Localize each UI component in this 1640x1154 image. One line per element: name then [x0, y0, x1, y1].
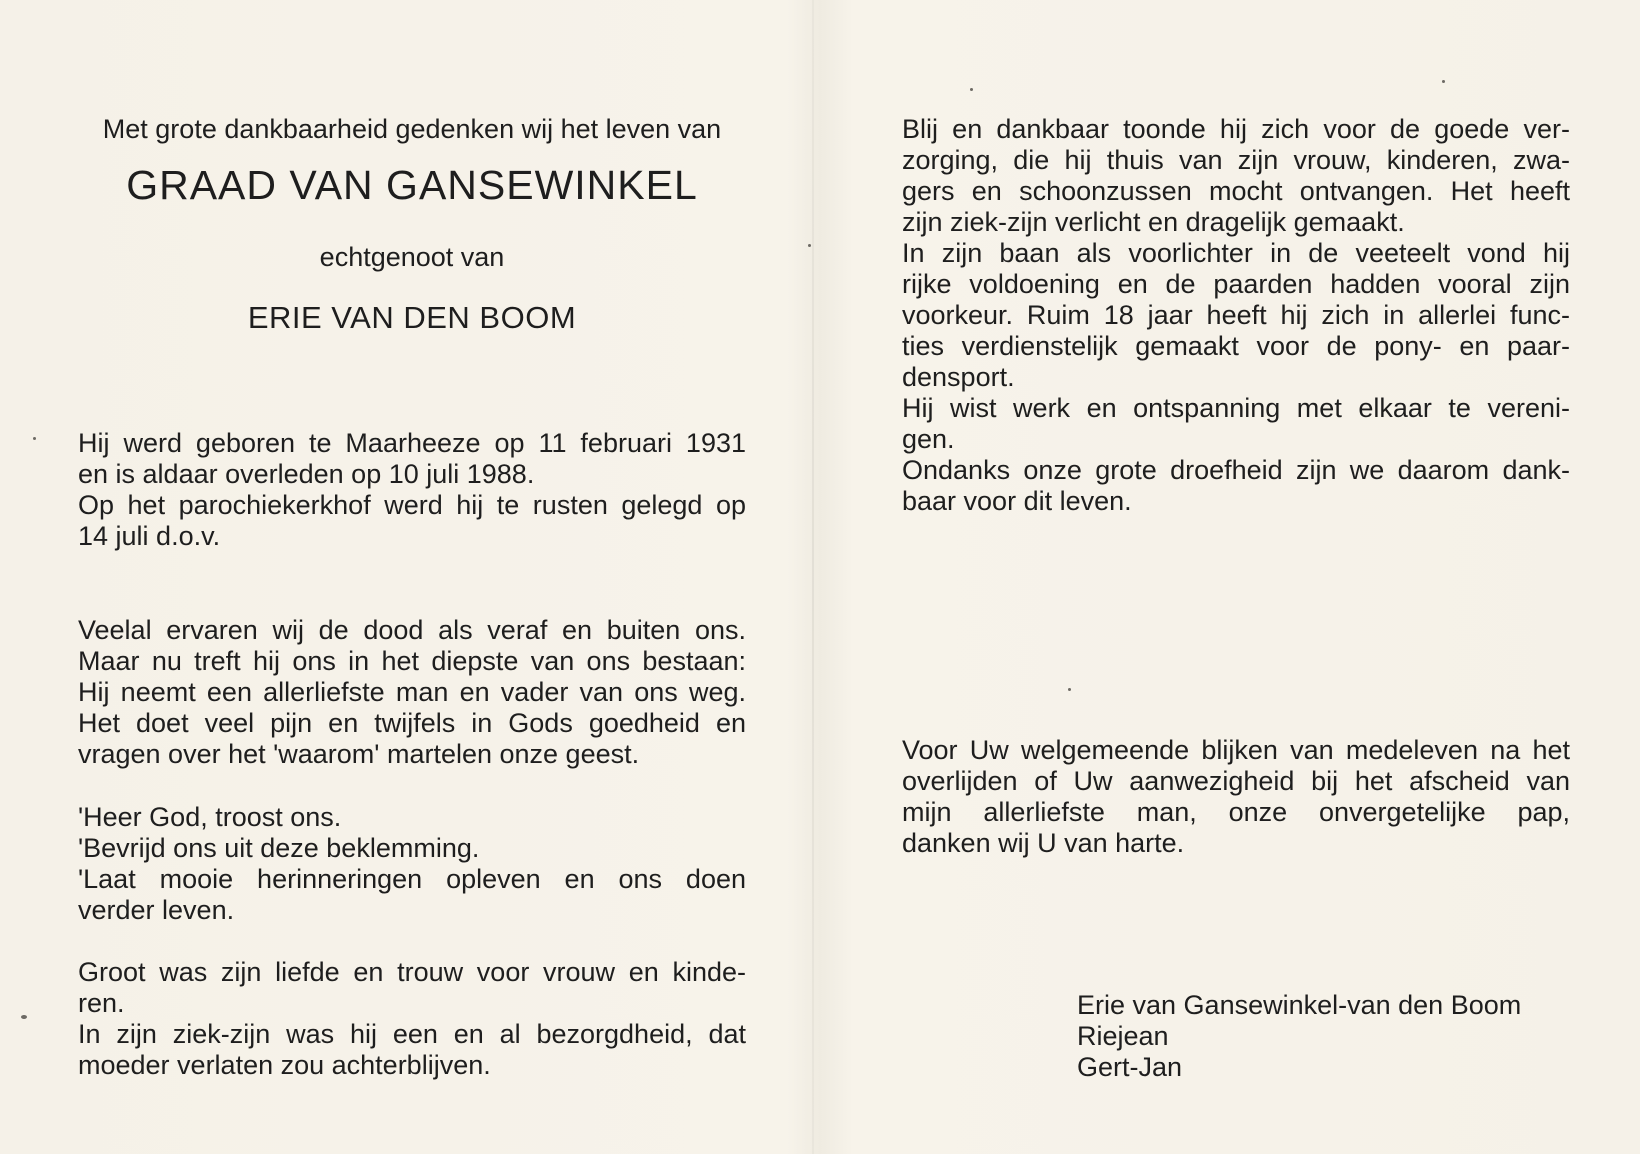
love-line: In zijn ziek-zijn was hij een en al bezorgdheid, dat: [78, 1019, 746, 1049]
speck: [33, 437, 36, 440]
thanks-line: mijn allerliefste man, onze onvergetelijke pap,: [902, 797, 1570, 827]
gratitude-line: voorkeur. Ruim 18 jaar heeft hij zich in allerlei func-: [902, 300, 1570, 330]
prayer-line: 'Heer God, troost ons.: [78, 802, 342, 832]
gratitude-line: Hij wist werk en ontspanning met elkaar te vereni-: [902, 393, 1570, 423]
deceased-name: GRAAD VAN GANSEWINKEL: [126, 162, 698, 208]
gratitude-line: densport.: [902, 362, 1015, 392]
prayer-line: verder leven.: [78, 895, 235, 925]
spouse-name: ERIE VAN DEN BOOM: [247, 300, 577, 335]
thanks-line: Voor Uw welgemeende blijken van medeleven na het: [902, 735, 1570, 765]
gratitude-line: gen.: [902, 424, 955, 454]
love-line: Groot was zijn liefde en trouw voor vrouw en kinde-: [78, 957, 746, 987]
love-line: ren.: [78, 988, 125, 1018]
gratitude-line: gers en schoonzussen mocht ontvangen. Het heeft: [902, 176, 1570, 206]
biography-line: en is aldaar overleden op 10 juli 1988.: [78, 459, 535, 489]
biography-line: Hij werd geboren te Maarheeze op 11 februari 1931: [78, 428, 746, 458]
left-page: [78, 0, 746, 1154]
gratitude-line: ties verdienstelijk gemaakt voor de pony- en paar-: [902, 331, 1570, 361]
thanks-line: overlijden of Uw aanwezigheid bij het afscheid van: [902, 766, 1570, 796]
signature-line: Riejean: [1077, 1021, 1169, 1051]
love-line: moeder verlaten zou achterblijven.: [78, 1050, 491, 1080]
gratitude-line: Blij en dankbaar toonde hij zich voor de goede ver-: [902, 114, 1570, 144]
gratitude-line: zorging, die hij thuis van zijn vrouw, kinderen, zwa-: [902, 145, 1570, 175]
right-page: [902, 0, 1570, 1154]
reflection-line: Maar nu treft hij ons in het diepste van ons bestaan:: [78, 646, 746, 676]
intro-line: Met grote dankbaarheid gedenken wij het leven van: [102, 114, 722, 144]
thanks-line: danken wij U van harte.: [902, 828, 1185, 858]
card-fold: [812, 0, 814, 1154]
signature-line: Erie van Gansewinkel-van den Boom: [1077, 990, 1522, 1020]
signature-line: Gert-Jan: [1077, 1052, 1183, 1082]
gratitude-line: zijn ziek-zijn verlicht en dragelijk gemaakt.: [902, 207, 1405, 237]
gratitude-line: In zijn baan als voorlichter in de veeteelt vond hij: [902, 238, 1570, 268]
reflection-line: Het doet veel pijn en twijfels in Gods goedheid en: [78, 708, 746, 738]
biography-line: 14 juli d.o.v.: [78, 521, 221, 551]
prayer-line: 'Bevrijd ons uit deze beklemming.: [78, 833, 480, 863]
reflection-line: Veelal ervaren wij de dood als veraf en buiten ons.: [78, 615, 746, 645]
speck: [21, 1015, 27, 1019]
speck: [808, 244, 811, 247]
relation-line: echtgenoot van: [319, 242, 505, 272]
gratitude-line: rijke voldoening en de paarden hadden vooral zijn: [902, 269, 1570, 299]
biography-line: Op het parochiekerkhof werd hij te rusten gelegd op: [78, 490, 746, 520]
gratitude-line: Ondanks onze grote droefheid zijn we daarom dank-: [902, 455, 1570, 485]
gratitude-line: baar voor dit leven.: [902, 486, 1132, 516]
reflection-line: vragen over het 'waarom' martelen onze geest.: [78, 739, 640, 769]
reflection-line: Hij neemt een allerliefste man en vader van ons weg.: [78, 677, 746, 707]
prayer-line: 'Laat mooie herinneringen opleven en ons doen: [78, 864, 746, 894]
